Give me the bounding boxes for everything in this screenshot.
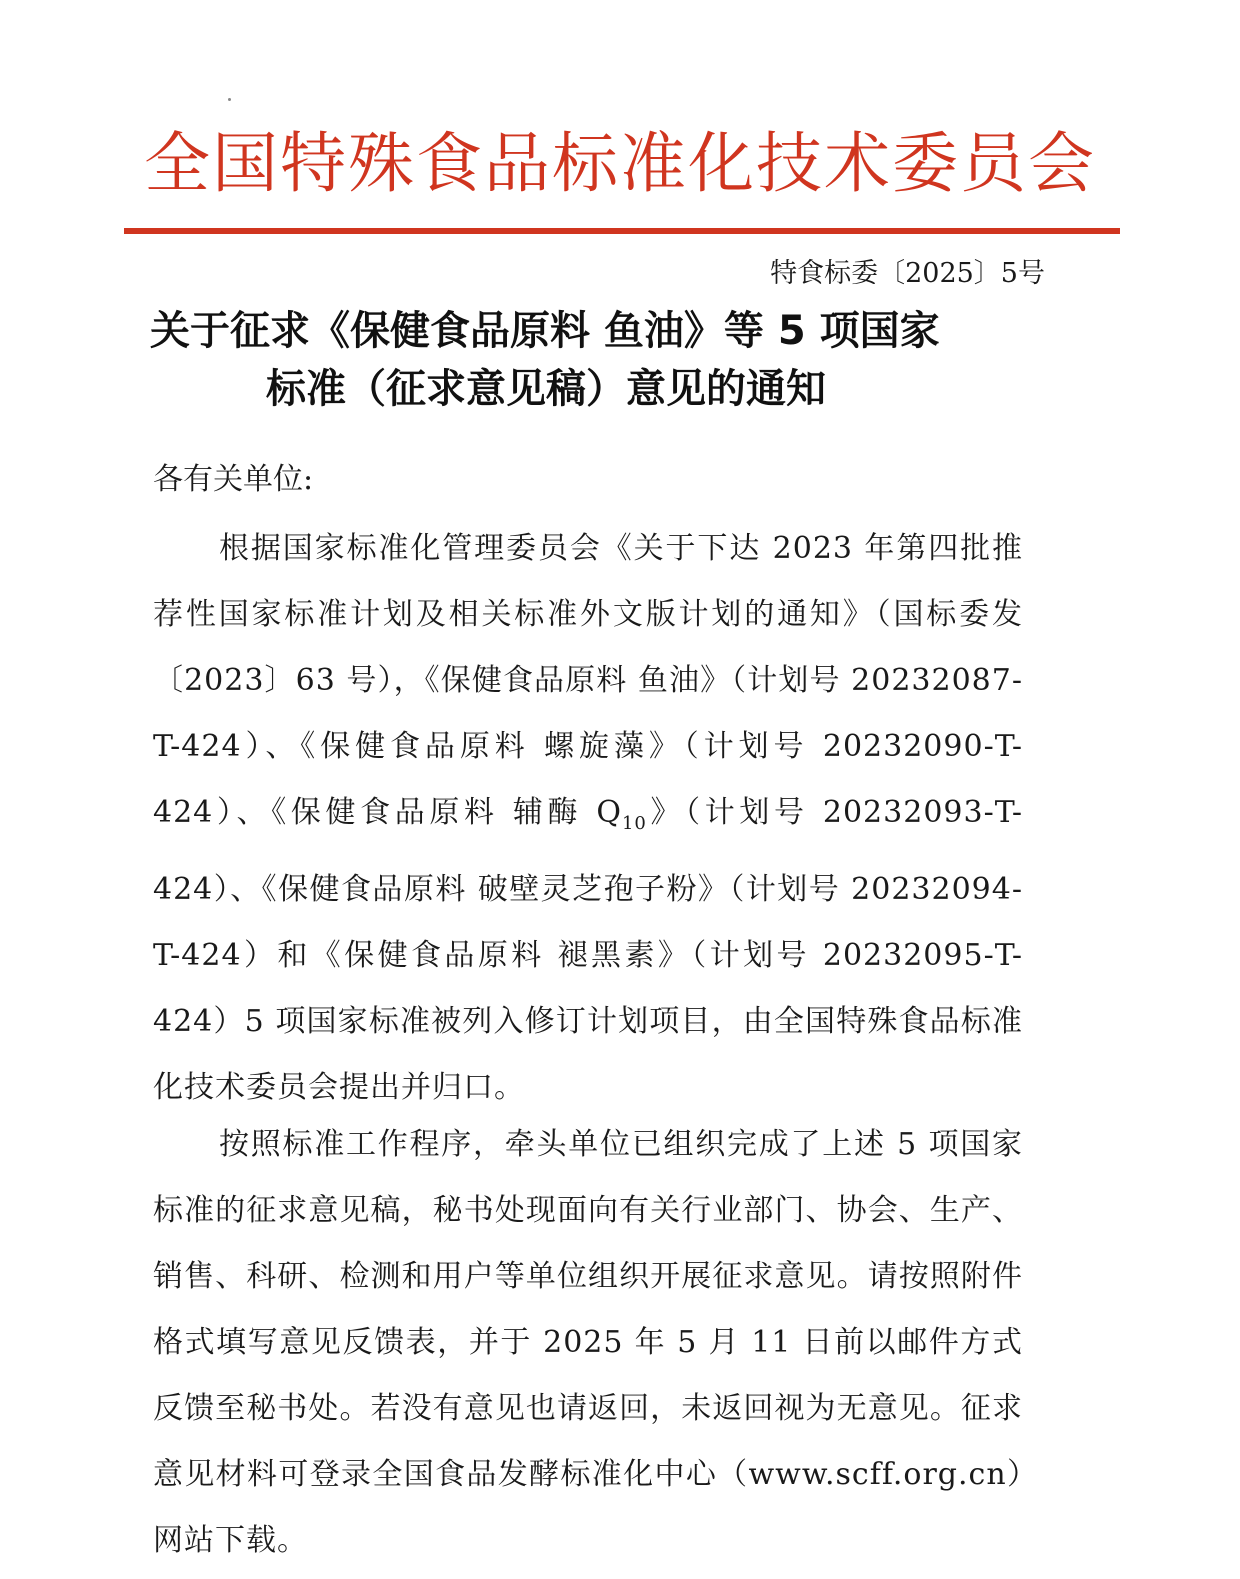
red-header-rule xyxy=(124,228,1120,234)
document-title-line-1: 关于征求《保健食品原料 鱼油》等 5 项国家 xyxy=(150,308,940,354)
body-paragraph-2: 按照标准工作程序，牵头单位已组织完成了上述 5 项国家标准的征求意见稿，秘书处现面向有关行业部门、协会、生产、销售、科研、检测和用户等单位组织开展征求意见。请按照附件格式填写意见反馈表，并于 2025 年 5 月 11 日前以邮件方式反馈至秘书处。若没有意见也请返回，未返回视为无意见。征求意见材料可登录全国食品发酵标准化中心（www.scff.org.cn）网站下载。 xyxy=(153,1127,1023,1558)
document-number: 特食标委〔2025〕5号 xyxy=(770,258,1045,289)
body-paragraph-1 xyxy=(153,516,1023,1121)
q10-subscript: 10 xyxy=(621,813,647,834)
scan-speck xyxy=(228,98,231,101)
paragraph-1-part-a: 根据国家标准化管理委员会《关于下达 2023 年第四批推荐性国家标准计划及相关标准外文版计划的通知》（国标委发〔2023〕63 号），《保健食品原料 鱼油》（计划号 20232087-T-424）、《保健食品原料 螺旋藻》（计划号 20232090-T-424）、《保健食品原料 辅酶 Q xyxy=(153,531,1023,830)
paragraph-1-part-b: 》（计划号 20232093-T-424）、《保健食品原料 破壁灵芝孢子粉》（计划号 20232094-T-424）和《保健食品原料 褪黑素》（计划号 20232095-T-424）5 项国家标准被列入修订计划项目，由全国特殊食品标准化技术委员会提出并归口。 xyxy=(153,795,1023,1105)
document-title-line-2: 标准（征求意见稿）意见的通知 xyxy=(266,366,826,412)
document-title xyxy=(150,302,1030,418)
organization-header: 全国特殊食品标准化技术委员会 xyxy=(144,125,1096,202)
salutation: 各有关单位: xyxy=(153,462,314,497)
